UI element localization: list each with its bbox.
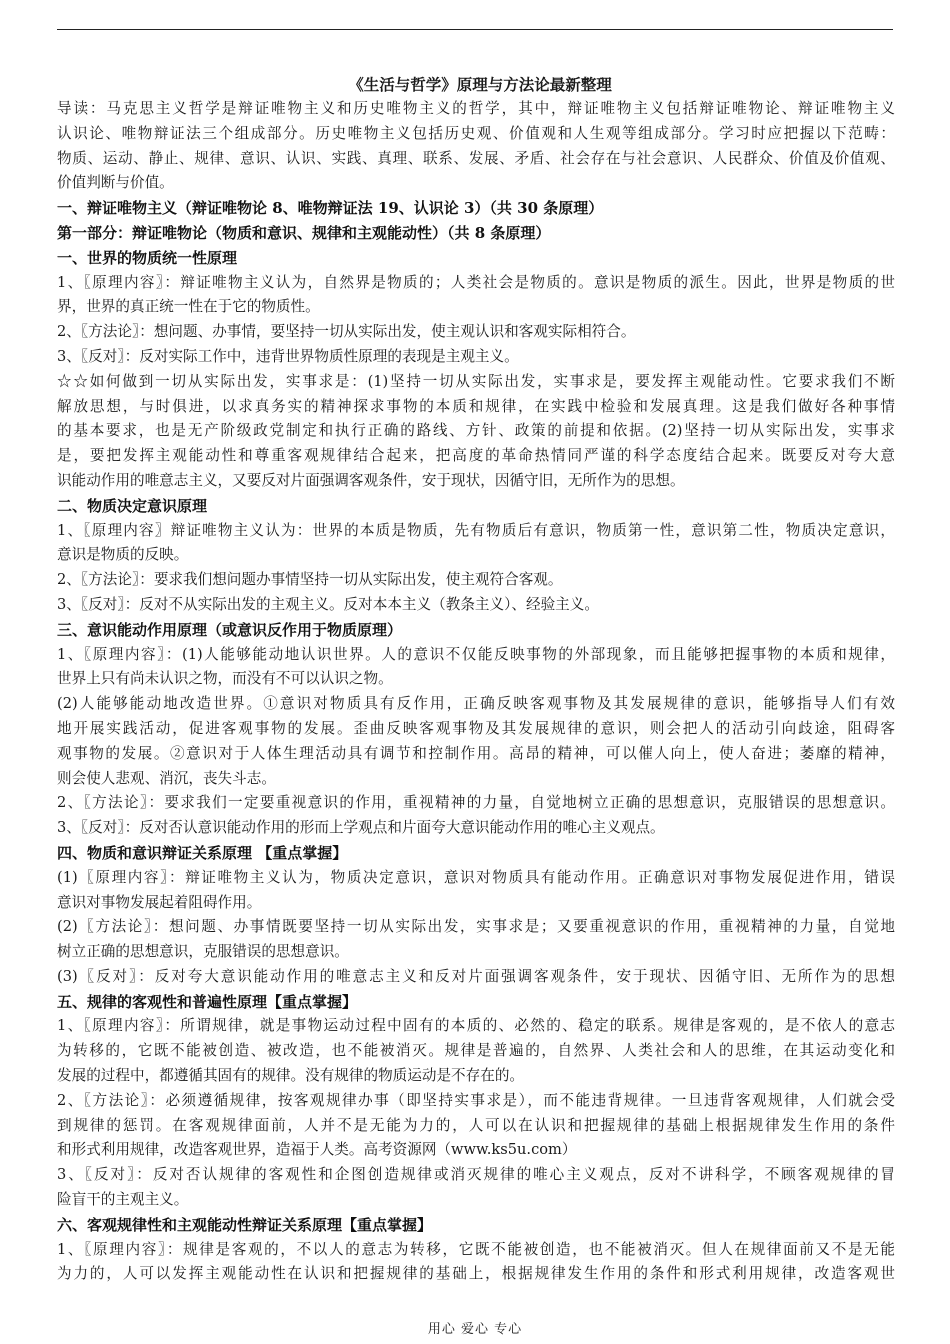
section-heading: 第一部分：辩证唯物论（物质和意识、规律和主观能动性）（共 8 条原理） xyxy=(57,223,551,242)
text-line: 树立正确的思想意识，克服错误的思想意识。 xyxy=(57,943,349,961)
text-line: 物质、运动、静止、规律、意识、认识、实践、真理、联系、发展、矛盾、社会存在与社会意识、人民群众、价值及价值观、 xyxy=(57,149,895,167)
text-line: 发展的过程中，都遵循其固有的规律。没有规律的物质运动是不存在的。 xyxy=(57,1067,525,1085)
text-line: 界，世界的真正统一性在于它的物质性。 xyxy=(57,298,320,316)
text-line: 观事物的发展。②意识对于人体生理活动具有调节和控制作用。高昂的精神，可以催人向上，使人奋进；萎靡的精神， xyxy=(57,744,895,762)
text-line: (2)人能够能动地改造世界。①意识对物质具有反作用，正确反映客观事物及其发展规律的意识，能够指导人们有效 xyxy=(57,695,895,713)
text-line: (2)〖方法论〗：想问题、办事情既要坚持一切从实际出发，实事求是；又要重视意识的作用，重视精神的力量，自觉地 xyxy=(57,918,895,936)
text-line: 世界上只有尚未认识之物，而没有不可以认识之物。 xyxy=(57,670,393,688)
text-line: 解放思想，与时俱进，以求真务实的精神探求事物的本质和规律，在实践中检验和发展真理。这是我们做好各种事情 xyxy=(57,397,895,415)
text-line: 1、〖原理内容〗辩证唯物主义认为：世界的本质是物质，先有物质后有意识，物质第一性，意识第二性，物质决定意识， xyxy=(57,521,895,539)
text-line: 地开展实践活动，促进客观事物的发展。歪曲反映客观事物及其发展规律的意识，则会把人的活动引向歧途，阻碍客 xyxy=(57,719,895,737)
text-line: (1)〖原理内容〗：辩证唯物主义认为，物质决定意识，意识对物质具有能动作用。正确意识对事物发展促进作用，错误 xyxy=(57,868,895,886)
text-line: 到规律的惩罚。在客观规律面前，人并不是无能为力的，人可以在认识和把握规律的基础上根据规律发生作用的条件 xyxy=(57,1116,895,1134)
text-line: 和形式利用规律，改造客观世界，造福于人类。高考资源网（www.ks5u.com） xyxy=(57,1141,577,1159)
text-line: 2、〖方法论〗：要求我们想问题办事情坚持一切从实际出发，使主观符合客观。 xyxy=(57,571,563,589)
text-line: 认识论、唯物辩证法三个组成部分。历史唯物主义包括历史观、价值观和人生观等组成部分。学习时应把握以下范畴： xyxy=(57,124,895,142)
document-title: 《生活与哲学》原理与方法论最新整理 xyxy=(348,75,612,94)
text-line: 3、〖反对〗：反对否认意识能动作用的形而上学观点和片面夸大意识能动作用的唯心主义观点。 xyxy=(57,819,665,837)
text-line: 意识是物质的反映。 xyxy=(57,546,189,564)
text-line: 险盲干的主观主义。 xyxy=(57,1191,189,1209)
text-line: 2、〖方法论〗：必须遵循规律，按客观规律办事（即坚持实事求是），而不能违背规律。一旦违背客观规律，人们就会受 xyxy=(57,1091,895,1109)
text-line: 3、〖反对〗：反对否认规律的客观性和企图创造规律或消灭规律的唯心主义观点，反对不讲科学，不顾客观规律的冒 xyxy=(57,1166,895,1184)
text-line: 2、〖方法论〗：要求我们一定要重视意识的作用，重视精神的力量，自觉地树立正确的思想意识，克服错误的思想意识。 xyxy=(57,794,895,812)
section-heading: 一、世界的物质统一性原理 xyxy=(57,248,238,267)
text-line: 1、〖原理内容〗：所谓规律，就是事物运动过程中固有的本质的、必然的、稳定的联系。规律是客观的，是不依人的意志 xyxy=(57,1017,895,1035)
text-line: 价值判断与价值。 xyxy=(57,174,174,192)
text-line: (3)〖反对〗：反对夸大意识能动作用的唯意志主义和反对片面强调客观条件，安于现状、因循守旧、无所作为的思想 xyxy=(57,967,895,985)
section-heading: 一、辩证唯物主义（辩证唯物论 8、唯物辩证法 19、认识论 3）（共 30 条原理） xyxy=(57,199,604,218)
text-line: 1、〖原理内容〗：规律是客观的，不以人的意志为转移，它既不能被创造，也不能被消灭。但人在规律面前又不是无能 xyxy=(57,1240,895,1258)
text-line: 识能动作用的唯意志主义，又要反对片面强调客观条件，安于现状，因循守旧，无所作为的思想。 xyxy=(57,471,685,489)
header-rule xyxy=(57,29,893,30)
text-line: 是，要把发挥主观能动性和尊重客观规律结合起来，把高度的革命热情同严谨的科学态度结合起来。既要反对夸大意 xyxy=(57,447,895,465)
text-line: 为力的，人可以发挥主观能动性在认识和把握规律的基础上，根据规律发生作用的条件和形式利用规律，改造客观世 xyxy=(57,1265,895,1283)
section-heading: 二、物质决定意识原理 xyxy=(57,496,208,515)
section-heading: 六、客观规律性和主观能动性辩证关系原理【重点掌握】 xyxy=(57,1215,433,1234)
text-line: 导读：马克思主义哲学是辩证唯物主义和历史唯物主义的哲学，其中，辩证唯物主义包括辩证唯物论、辩证唯物主义 xyxy=(57,100,895,117)
document-lines xyxy=(57,97,895,1287)
text-line: 3、〖反对〗：反对不从实际出发的主观主义。反对本本主义（教条主义）、经验主义。 xyxy=(57,595,599,613)
page-footer: 用心 爱心 专心 xyxy=(427,1322,523,1337)
document-body xyxy=(57,72,895,1287)
text-line: 1、〖原理内容〗：辩证唯物主义认为，自然界是物质的；人类社会是物质的。意识是物质的派生。因此，世界是物质的世 xyxy=(57,273,895,291)
text-line: 1、〖原理内容〗：(1)人能够能动地认识世界。人的意识不仅能反映事物的外部现象，而且能够把握事物的本质和规律， xyxy=(57,645,895,663)
text-line: 则会使人悲观、消沉，丧失斗志。 xyxy=(57,769,276,787)
text-line: 3、〖反对〗：反对实际工作中，违背世界物质性原理的表现是主观主义。 xyxy=(57,347,519,365)
section-heading: 四、物质和意识辩证关系原理 【重点掌握】 xyxy=(57,843,348,862)
section-heading: 五、规律的客观性和普遍性原理【重点掌握】 xyxy=(57,992,358,1011)
text-line: 意识对事物发展起着阻碍作用。 xyxy=(57,893,262,911)
text-line: 2、〖方法论〗：想问题、办事情，要坚持一切从实际出发，使主观认识和客观实际相符合。 xyxy=(57,323,636,341)
section-heading: 三、意识能动作用原理（或意识反作用于物质原理） xyxy=(57,620,403,639)
text-line: ☆☆如何做到一切从实际出发，实事求是：(1)坚持一切从实际出发，实事求是，要发挥主观能动性。它要求我们不断 xyxy=(57,372,895,390)
text-line: 的基本要求，也是无产阶级政党制定和执行正确的路线、方针、政策的前提和依据。(2)坚持一切从实际出发，实事求 xyxy=(57,422,895,440)
text-line: 为转移的，它既不能被创造、被改造，也不能被消灭。规律是普遍的，自然界、人类社会和人的思维，在其运动变化和 xyxy=(57,1042,895,1060)
